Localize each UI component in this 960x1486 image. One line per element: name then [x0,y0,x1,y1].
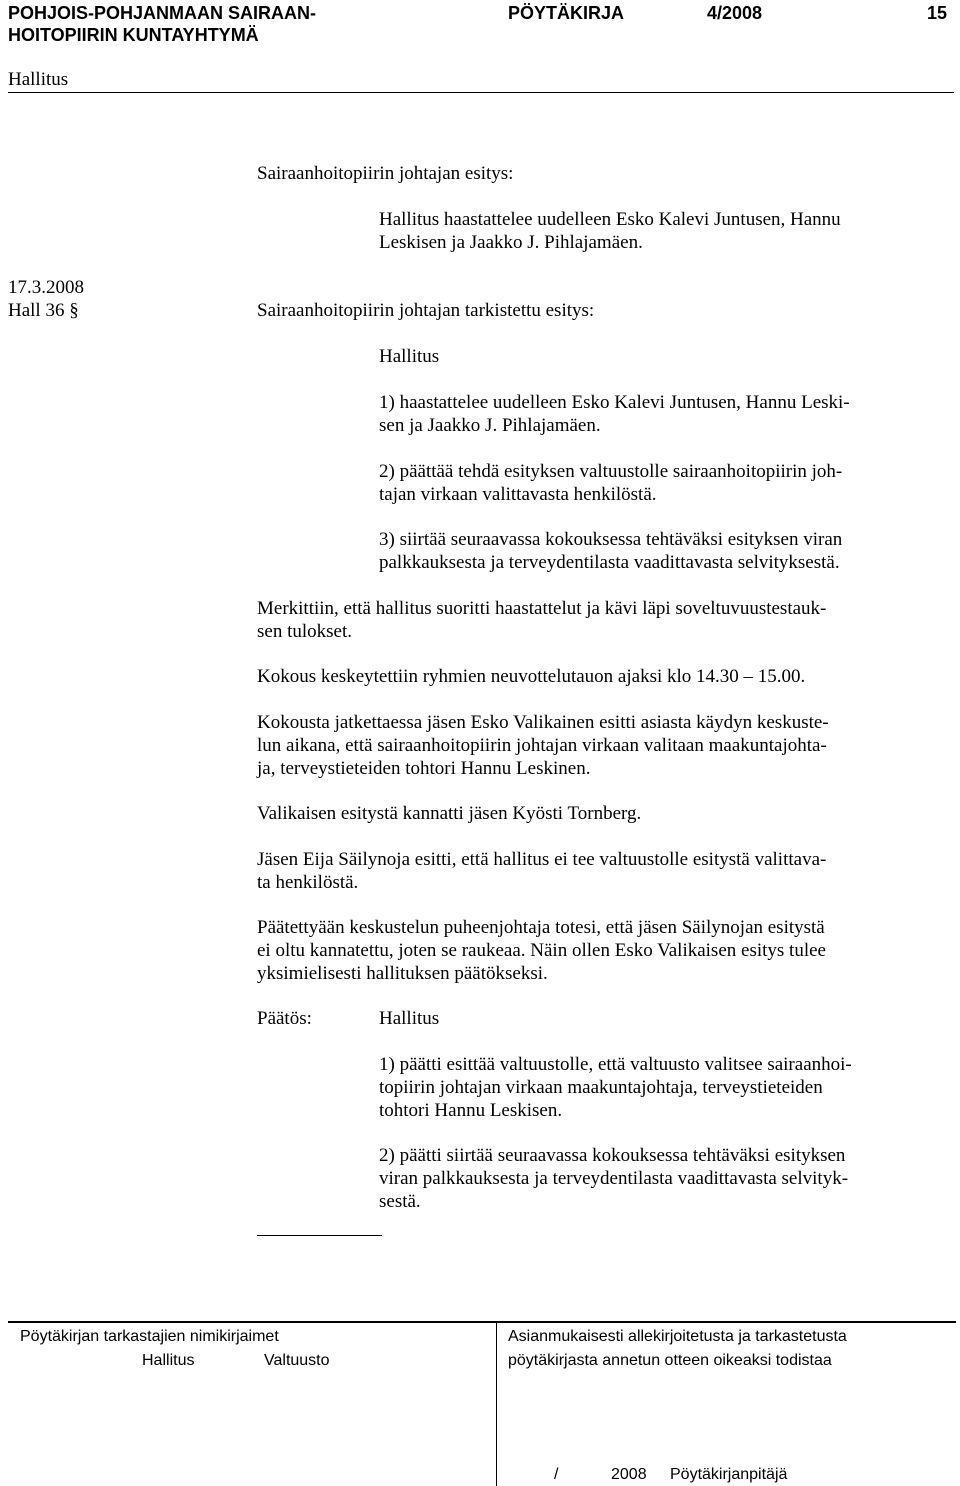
initials-heading: Pöytäkirjan tarkastajien nimikirjaimet [20,1328,279,1345]
date-year: 2008 [611,1466,647,1483]
proposal-text [379,208,841,254]
text-line: sen ja Jaakko J. Pihlajamäen. [379,415,601,436]
text-line: Kokous keskeytettiin ryhmien neuvottelutauon ajaksi klo 14.30 – 15.00. [257,666,806,687]
text-line: sestä. [379,1191,421,1212]
text-line: palkkauksesta ja terveydentilasta vaadittavasta selvityksestä. [379,552,840,573]
text-line: Kokousta jatkettaessa jäsen Esko Valikainen esitti asiasta käydyn keskuste- [257,712,829,733]
initials-valtuusto: Valtuusto [264,1352,330,1369]
text-line: tajan virkaan valittavasta henkilöstä. [379,484,657,505]
text-line: 2) päätti siirtää seuraavassa kokouksessa tehtäväksi esityksen [379,1145,846,1166]
text-line: sen tulokset. [257,621,352,642]
footer-divider [496,1321,497,1486]
decision-label: Päätös: [257,1008,312,1029]
text-line: Leskisen ja Jaakko J. Pihlajamäen. [379,232,643,253]
minutes-resume [257,711,829,780]
minutes-support [257,802,641,825]
certification-line1: Asianmukaisesti allekirjoitetusta ja tarkastetusta [508,1328,847,1345]
minute-keeper-label: Pöytäkirjanpitäjä [670,1466,788,1483]
text-line: viran palkkauksesta ja terveydentilasta vaadittavasta selvityk- [379,1168,849,1189]
text-line: 3) siirtää seuraavassa kokouksessa tehtäväksi esityksen viran [379,529,843,550]
decision-subject: Hallitus [379,1008,440,1029]
certification-line2: pöytäkirjasta annetun otteen oikeaksi todistaa [508,1352,832,1369]
text-line: Jäsen Eija Säilynoja esitti, että hallitus ei tee valtuustolle esitystä valittava- [257,849,827,870]
section-date: 17.3.2008 [8,277,84,298]
text-line: ja, terveystieteiden tohtori Hannu Leskinen. [257,758,591,779]
minutes-noted [257,597,826,643]
org-name-line2: HOITOPIIRIN KUNTAYHTYMÄ [8,25,259,45]
proposal-heading: Sairaanhoitopiirin johtajan esitys: [257,163,514,184]
text-line: tohtori Hannu Leskisen. [379,1100,563,1121]
decision-item-2 [379,1144,848,1213]
date-slash: / [554,1466,559,1483]
decision-item-1 [379,1053,852,1122]
text-line: ta henkilöstä. [257,872,359,893]
end-of-section-rule [257,1235,382,1236]
doc-type: PÖYTÄKIRJA [508,3,625,23]
text-line: Valikaisen esitystä kannatti jäsen Kyösti Tornberg. [257,803,642,824]
text-line: 1) haastattelee uudelleen Esko Kalevi Juntusen, Hannu Leski- [379,392,850,413]
revised-subject: Hallitus [379,346,440,367]
initials-hallitus: Hallitus [142,1352,195,1369]
text-line: Merkittiin, että hallitus suoritti haastattelut ja kävi läpi soveltuvuustestauk- [257,598,827,619]
text-line: Hallitus haastattelee uudelleen Esko Kalevi Juntusen, Hannu [379,209,841,230]
text-line: 1) päätti esittää valtuustolle, että valtuusto valitsee sairaanhoi- [379,1054,852,1075]
text-line: yksimielisesti hallituksen päätökseksi. [257,963,548,984]
text-line: topiirin johtajan virkaan maakuntajohtaja, terveystieteiden [379,1077,823,1098]
footer-rule [8,1321,956,1323]
org-name-line1: POHJOIS-POHJANMAAN SAIRAAN- [8,3,317,23]
revised-item-3 [379,528,842,574]
section-number: Hall 36 § [8,300,79,321]
text-line: ei oltu kannatettu, joten se raukeaa. Näin ollen Esko Valikaisen esitys tulee [257,940,826,961]
revised-item-1 [379,391,850,437]
page-number: 15 [927,3,948,23]
minutes-counter-proposal [257,848,826,894]
text-line: lun aikana, että sairaanhoitopiirin johtajan virkaan valitaan maakuntajohta- [257,735,827,756]
header-body-name: Hallitus [8,69,69,90]
text-line: 2) päättää tehdä esityksen valtuustolle sairaanhoitopiirin joh- [379,461,843,482]
revised-item-2 [379,460,842,506]
issue-number: 4/2008 [707,3,763,23]
header-rule [8,92,954,93]
minutes-closing [257,916,826,985]
minutes-break [257,665,805,688]
revised-proposal-heading: Sairaanhoitopiirin johtajan tarkistettu esitys: [257,300,595,321]
text-line: Päätettyään keskustelun puheenjohtaja totesi, että jäsen Säilynojan esitystä [257,917,825,938]
